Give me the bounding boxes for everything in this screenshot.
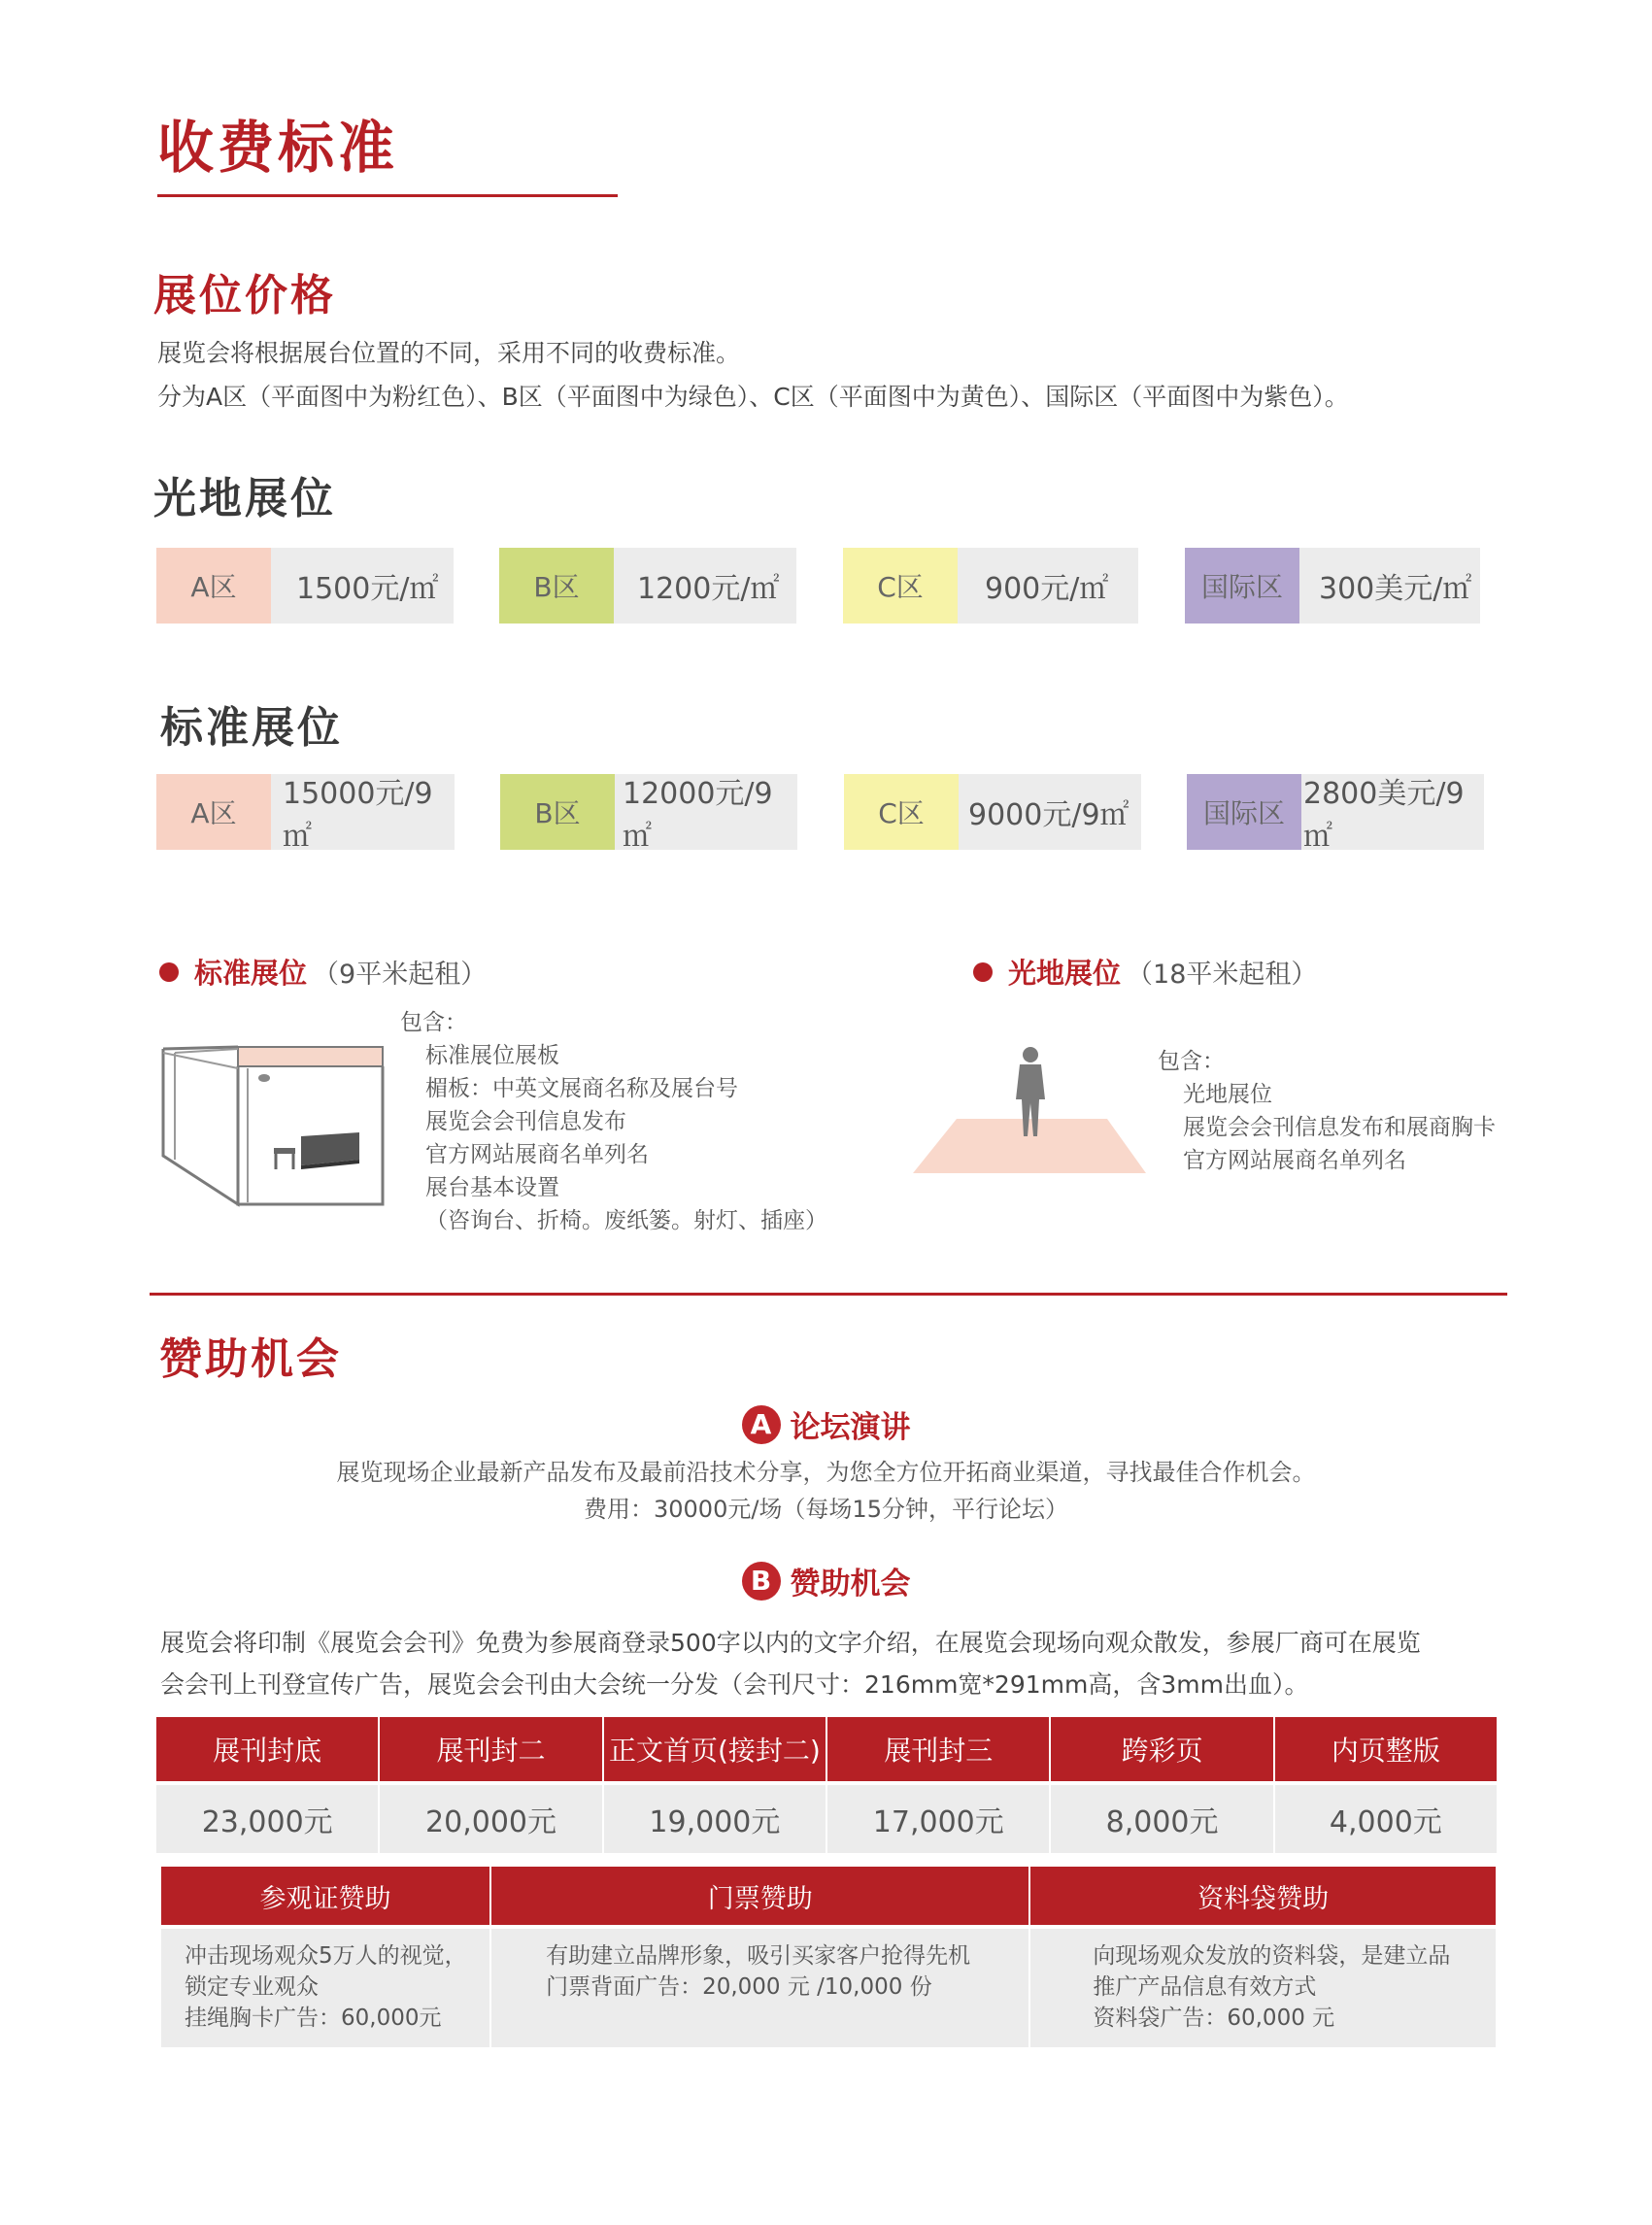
raw-space-illustration <box>913 1039 1146 1175</box>
ad-header: 跨彩页 <box>1050 1717 1273 1783</box>
bullet-icon <box>159 962 179 982</box>
price-value: 1200元/㎡ <box>614 548 796 624</box>
sponsor-heading: 赞助机会 <box>159 1334 342 1384</box>
ad-header: 展刊封三 <box>826 1717 1050 1783</box>
sponsor-header: 参观证赞助 <box>161 1867 490 1927</box>
opportunity-heading <box>742 1559 911 1602</box>
ad-value: 17,000元 <box>826 1783 1050 1853</box>
zone-label: A区 <box>156 774 271 850</box>
opportunity-line-2: 会会刊上刊登宣传广告，展览会会刊由大会统一分发（会刊尺寸：216mm宽*291mm高，含3mm出血）。 <box>160 1670 1309 1699</box>
forum-line-2: 费用：30000元/场（每场15分钟，平行论坛） <box>584 1496 1068 1523</box>
raw-price-intl <box>1185 548 1480 624</box>
include-item: 标准展位展板 <box>425 1043 559 1068</box>
opportunity-line-1: 展览会将印制《展览会会刊》免费为参展商登录500字以内的文字介绍，在展览会现场向观众散发，参展厂商可在展览 <box>160 1629 1421 1657</box>
raw-price-a <box>156 548 454 624</box>
forum-title: 论坛演讲 <box>790 1410 911 1445</box>
price-value: 2800美元/9㎡ <box>1301 774 1484 850</box>
forum-line-1: 展览现场企业最新产品发布及最前沿技术分享，为您全方位开拓商业渠道，寻找最佳合作机会。 <box>336 1459 1316 1486</box>
raw-detail-title: 光地展位 <box>1008 957 1122 990</box>
sponsor-cell <box>490 1927 1029 2047</box>
include-item: （咨询台、折椅。废纸篓。射灯、插座） <box>425 1208 827 1233</box>
ad-value: 19,000元 <box>603 1783 826 1853</box>
sponsor-package-table <box>161 1867 1496 2047</box>
zone-label: 国际区 <box>1187 774 1301 850</box>
sponsor-cell <box>161 1927 490 2047</box>
sponsor-cell-text: 有助建立品牌形象，吸引买家客户抢得先机 门票背面广告：20,000 元 /10,000 份 <box>546 1943 971 2000</box>
include-item: 展览会会刊信息发布和展商胸卡 <box>1183 1115 1496 1140</box>
sponsor-cell <box>1029 1927 1496 2047</box>
std-price-b <box>500 774 797 854</box>
ad-value: 20,000元 <box>379 1783 602 1853</box>
include-item: 官方网站展商名单列名 <box>1183 1148 1406 1173</box>
price-value: 12000元/9㎡ <box>615 774 797 850</box>
ad-value: 23,000元 <box>156 1783 379 1853</box>
include-item: 楣板：中英文展商名称及展台号 <box>425 1076 738 1101</box>
include-item: 光地展位 <box>1183 1082 1272 1107</box>
forum-heading <box>742 1402 911 1446</box>
ad-header: 展刊封二 <box>379 1717 602 1783</box>
standard-detail-title: 标准展位 <box>194 957 308 990</box>
raw-price-b <box>499 548 796 624</box>
std-price-intl <box>1187 774 1484 854</box>
table-row <box>161 1927 1496 2047</box>
booth-price-heading: 展位价格 <box>153 271 336 320</box>
zone-label: C区 <box>843 548 958 624</box>
page-title: 收费标准 <box>157 115 399 181</box>
include-item: 展览会会刊信息发布 <box>425 1109 626 1134</box>
include-label: 包含： <box>400 1010 467 1035</box>
forum-heading-row <box>0 1402 1652 1446</box>
raw-detail-heading <box>973 952 1317 992</box>
ad-header: 正文首页(接封二) <box>603 1717 826 1783</box>
zone-label: B区 <box>500 774 615 850</box>
standard-booth-illustration <box>155 1039 388 1209</box>
zone-label: C区 <box>844 774 959 850</box>
price-value: 300美元/㎡ <box>1299 548 1480 624</box>
include-item: 展台基本设置 <box>425 1175 559 1200</box>
ad-value: 4,000元 <box>1274 1783 1497 1853</box>
opportunity-heading-row <box>0 1559 1652 1602</box>
include-item: 官方网站展商名单列名 <box>425 1142 649 1167</box>
price-value: 9000元/9㎡ <box>959 774 1141 850</box>
standard-detail-note: （9平米起租） <box>313 960 488 990</box>
table-row <box>156 1783 1497 1853</box>
badge-b-icon: B <box>742 1562 781 1601</box>
ad-header: 展刊封底 <box>156 1717 379 1783</box>
sponsor-cell-text: 冲击现场观众5万人的视觉， 锁定专业观众 挂绳胸卡广告：60,000元 <box>185 1943 467 2031</box>
zone-label: B区 <box>499 548 614 624</box>
include-label: 包含： <box>1158 1049 1225 1074</box>
sponsor-cell-text: 向现场观众发放的资料袋，是建立品 推广产品信息有效方式 资料袋广告：60,000 元 <box>1093 1943 1451 2031</box>
bullet-icon <box>973 962 993 982</box>
price-value: 1500元/㎡ <box>271 548 454 624</box>
standard-booth-heading: 标准展位 <box>160 703 343 753</box>
raw-detail-note: （18平米起租） <box>1127 960 1318 990</box>
raw-price-c <box>843 548 1138 624</box>
opportunity-title: 赞助机会 <box>790 1567 911 1601</box>
std-price-c <box>844 774 1141 850</box>
price-value: 900元/㎡ <box>958 548 1138 624</box>
raw-include-list <box>1158 1045 1496 1177</box>
section-divider <box>150 1293 1507 1296</box>
booth-price-desc-2: 分为A区（平面图中为粉红色）、B区（平面图中为绿色）、C区（平面图中为黄色）、国际区（平面图中为紫色）。 <box>157 383 1349 411</box>
ad-value: 8,000元 <box>1050 1783 1273 1853</box>
std-price-a <box>156 774 455 854</box>
ad-price-table <box>156 1717 1497 1853</box>
zone-label: A区 <box>156 548 271 624</box>
sponsor-header: 门票赞助 <box>490 1867 1029 1927</box>
title-underline <box>157 194 618 197</box>
standard-include-list <box>400 1006 827 1237</box>
booth-price-desc-1: 展览会将根据展台位置的不同，采用不同的收费标准。 <box>157 339 741 367</box>
sponsor-header: 资料袋赞助 <box>1029 1867 1496 1927</box>
price-value: 15000元/9㎡ <box>271 774 455 850</box>
ad-header: 内页整版 <box>1274 1717 1497 1783</box>
badge-a-icon: A <box>742 1405 781 1444</box>
raw-space-heading: 光地展位 <box>153 474 336 523</box>
standard-detail-heading <box>159 952 487 992</box>
zone-label: 国际区 <box>1185 548 1299 624</box>
